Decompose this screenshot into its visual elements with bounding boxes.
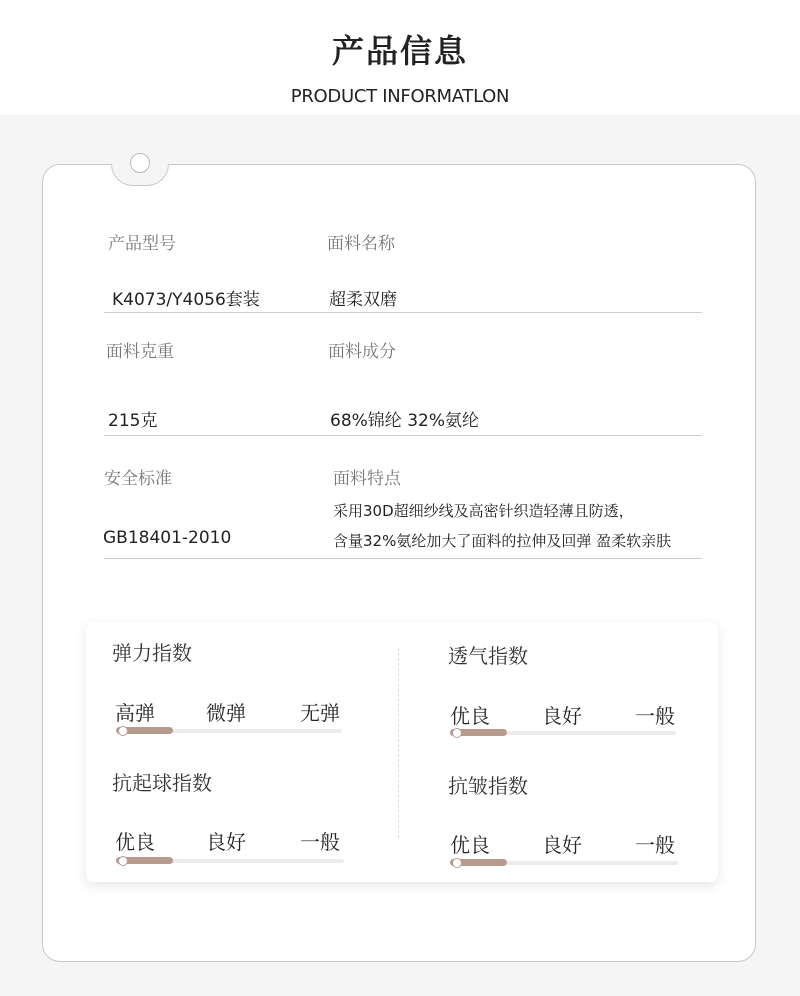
model-label: 产品型号 — [108, 234, 176, 254]
anti-pilling-option: 优良 — [115, 830, 155, 854]
divider — [104, 312, 702, 313]
model-value: K4073/Y4056套装 — [112, 290, 260, 310]
weight-value: 215克 — [108, 411, 158, 431]
elasticity-option: 无弹 — [300, 701, 340, 725]
anti-wrinkle-option: 优良 — [450, 833, 490, 857]
elasticity-option: 高弹 — [115, 701, 155, 725]
breathability-option: 优良 — [450, 704, 490, 728]
divider — [104, 558, 702, 559]
safety-label: 安全标准 — [104, 469, 172, 489]
anti-pilling-title: 抗起球指数 — [112, 771, 212, 795]
fabric-name-label: 面料名称 — [327, 234, 395, 254]
breathability-option: 一般 — [635, 704, 675, 728]
features-label: 面料特点 — [333, 469, 401, 489]
divider — [104, 435, 702, 436]
elasticity-knob — [118, 726, 128, 736]
elasticity-title: 弹力指数 — [112, 641, 192, 665]
fabric-name-value: 超柔双磨 — [329, 290, 397, 310]
anti-pilling-knob — [118, 856, 128, 866]
breathability-title: 透气指数 — [448, 644, 528, 668]
anti-wrinkle-option: 良好 — [542, 833, 582, 857]
weight-label: 面料克重 — [106, 342, 174, 362]
composition-label: 面料成分 — [328, 342, 396, 362]
index-card-divider — [398, 648, 399, 838]
anti-wrinkle-knob — [452, 858, 462, 868]
anti-pilling-option: 一般 — [300, 830, 340, 854]
composition-value: 68%锦纶 32%氨纶 — [330, 411, 479, 431]
elasticity-option: 微弹 — [206, 701, 246, 725]
features-line-1: 采用30D超细纱线及高密针织造轻薄且防透， — [333, 502, 634, 520]
features-line-2: 含量32%氨纶加大了面料的拉伸及回弹 盈柔软亲肤 — [333, 532, 672, 550]
breathability-option: 良好 — [542, 704, 582, 728]
breathability-knob — [452, 728, 462, 738]
hang-hole-icon — [130, 153, 150, 173]
anti-wrinkle-title: 抗皱指数 — [448, 774, 528, 798]
page-title: 产品信息 — [331, 32, 468, 70]
anti-wrinkle-option: 一般 — [635, 833, 675, 857]
anti-pilling-option: 良好 — [206, 830, 246, 854]
safety-value: GB18401-2010 — [103, 528, 232, 548]
page-subtitle: PRODUCT INFORMATLON — [290, 86, 510, 107]
